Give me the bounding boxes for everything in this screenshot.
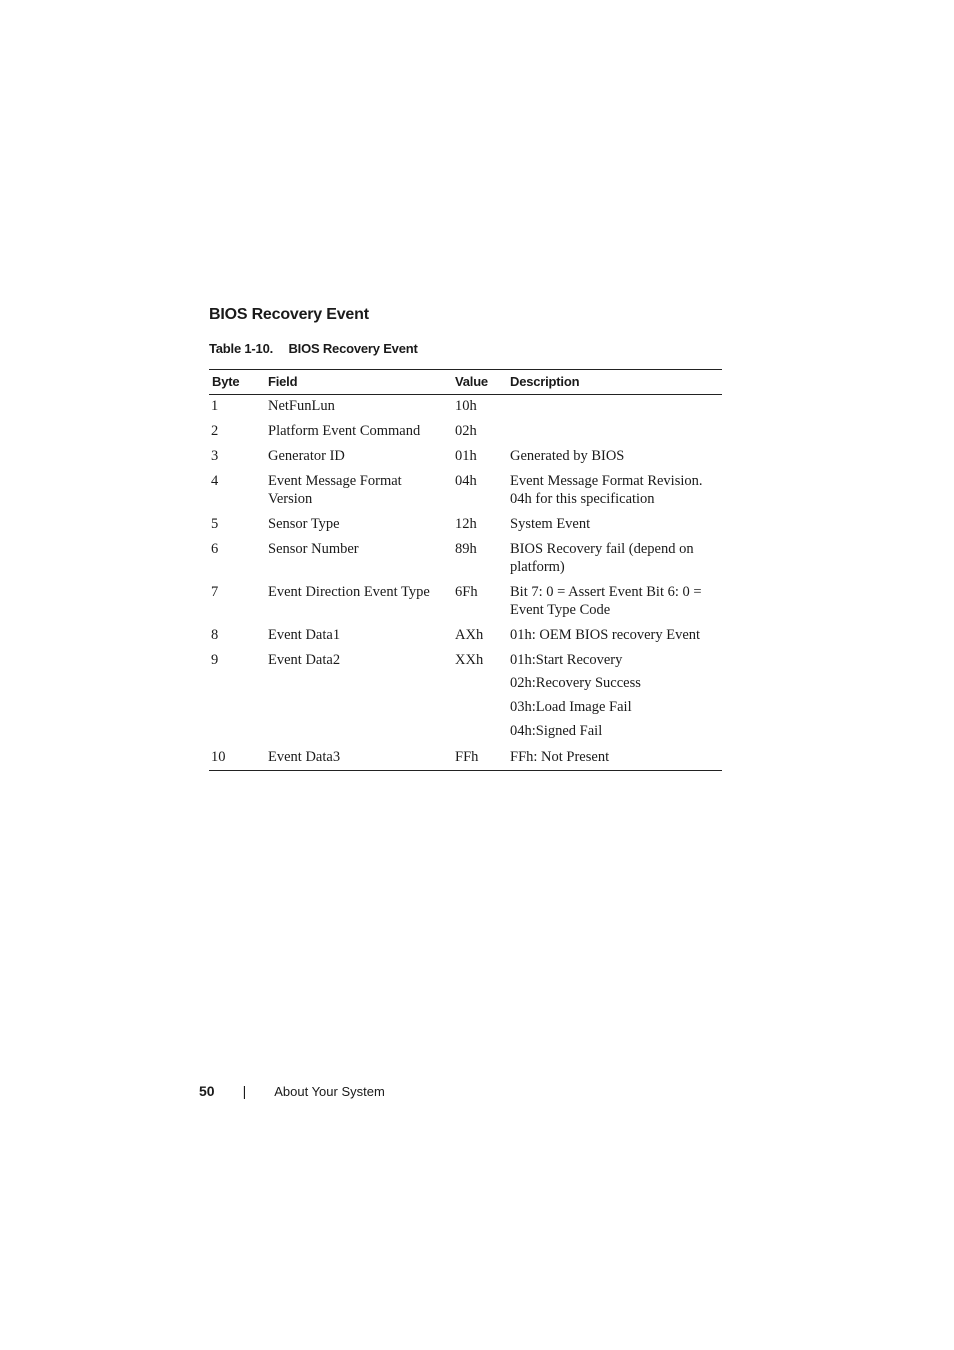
table-row [209,580,722,623]
header-byte: Byte [212,374,240,389]
header-description: Description [510,374,580,389]
cell-field: Event Data2 [268,652,341,668]
header-value: Value [455,374,488,389]
table-row [209,395,722,420]
cell-value: AXh [455,627,484,643]
table-row [209,419,722,444]
cell-field: Event Direction Event Type [268,584,430,600]
cell-field: Sensor Type [268,516,340,532]
cell-field: Sensor Number [268,541,359,557]
cell-field: Generator ID [268,448,345,464]
footer-separator: | [242,1083,247,1099]
cell-description: 04h:Signed Fail [510,723,603,739]
cell-byte [209,673,265,697]
cell-byte: 7 [211,584,219,600]
table-caption-number: Table 1-10. [209,341,274,356]
cell-description: FFh: Not Present [510,749,610,765]
table-row [209,648,722,673]
cell-value: 01h [455,448,477,464]
cell-description: System Event [510,516,591,532]
page-footer [199,1083,385,1099]
cell-field: Event Message Format Version [268,473,402,507]
cell-byte: 4 [211,473,219,489]
cell-value: FFh [455,749,479,765]
cell-description [507,395,722,420]
table-row [209,673,722,697]
cell-byte [209,697,265,721]
table-row [209,721,722,745]
cell-byte: 2 [211,423,219,439]
cell-description: 02h:Recovery Success [510,675,641,691]
cell-byte: 9 [211,652,219,668]
cell-value: XXh [455,652,484,668]
cell-field [265,697,452,721]
cell-value: 04h [455,473,477,489]
section-heading: BIOS Recovery Event [209,306,369,323]
table-row [209,469,722,512]
bios-recovery-event-table [209,369,722,771]
cell-field [265,721,452,745]
table-row [209,444,722,469]
cell-byte: 10 [211,749,226,765]
table-row [209,697,722,721]
table-caption-title: BIOS Recovery Event [288,341,418,356]
cell-value: 12h [455,516,477,532]
table-header-row [209,370,722,395]
cell-field: Event Data1 [268,627,341,643]
table-caption [209,341,418,356]
cell-description: BIOS Recovery fail (depend on platform) [510,541,694,575]
cell-value [452,673,507,697]
cell-field: NetFunLun [268,398,335,414]
cell-description: Event Message Format Revision. 04h for this specification [510,473,703,507]
cell-description: Bit 7: 0 = Assert Event Bit 6: 0 = Event Type Code [510,584,702,618]
cell-value: 89h [455,541,477,557]
page-number: 50 [199,1083,215,1099]
cell-byte: 1 [211,398,219,414]
cell-description: 03h:Load Image Fail [510,699,632,715]
cell-byte [209,721,265,745]
cell-value: 10h [455,398,477,414]
cell-field: Platform Event Command [268,423,421,439]
cell-field: Event Data3 [268,749,341,765]
header-field: Field [268,374,298,389]
cell-byte: 5 [211,516,219,532]
table-row [209,745,722,771]
cell-byte: 8 [211,627,219,643]
table-row [209,512,722,537]
cell-description: Generated by BIOS [510,448,625,464]
cell-description: 01h:Start Recovery [510,652,623,668]
cell-value [452,697,507,721]
cell-value [452,721,507,745]
cell-value: 6Fh [455,584,478,600]
cell-byte: 6 [211,541,219,557]
cell-field [265,673,452,697]
table-row [209,537,722,580]
cell-description: 01h: OEM BIOS recovery Event [510,627,701,643]
cell-value: 02h [455,423,477,439]
cell-description [507,419,722,444]
table-row [209,623,722,648]
cell-byte: 3 [211,448,219,464]
chapter-title: About Your System [274,1083,385,1099]
